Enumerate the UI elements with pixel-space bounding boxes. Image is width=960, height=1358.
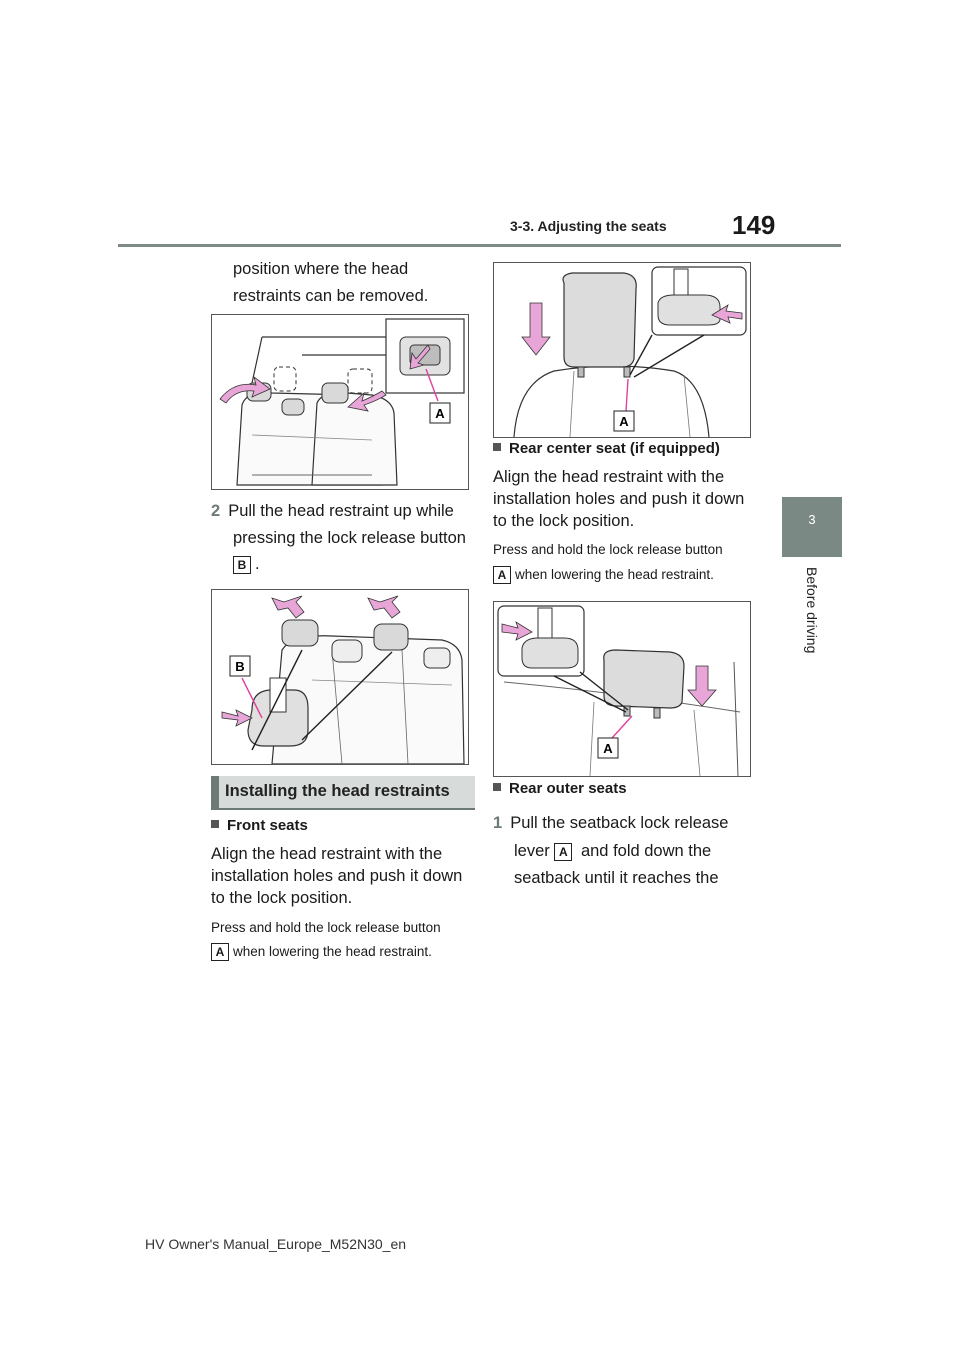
illustration-rear-center-headrest [494, 263, 750, 437]
step-2-text-1: Pull the head restraint up while [228, 502, 454, 520]
chapter-tab: 3 [782, 497, 842, 557]
step-2-text-2: pressing the lock release button [233, 529, 466, 547]
header-rule [118, 244, 841, 247]
label-badge-a: A [493, 566, 511, 584]
rear-center-line-3: to the lock position. [493, 512, 635, 530]
rear-center-note-1: Press and hold the lock release button [493, 542, 723, 557]
front-seats-note-1: Press and hold the lock release button [211, 920, 441, 935]
illustration-front-headrest [212, 315, 468, 489]
label-badge-a: A [211, 943, 229, 961]
label-badge-b: B [233, 556, 251, 574]
step-number: 2 [211, 502, 221, 520]
label-badge-a: A [554, 843, 572, 861]
subhead-rear-center [493, 440, 720, 457]
front-seats-line-3: to the lock position. [211, 889, 353, 907]
section-title: 3-3. Adjusting the seats [510, 218, 667, 234]
rear-outer-line-2-pre: lever [514, 842, 550, 860]
intro-text-1: position where the head [233, 260, 409, 278]
step-2-punct: . [255, 555, 260, 573]
step-2-text-3 [233, 551, 260, 578]
figure-pull-headrest [211, 589, 469, 765]
subhead-rear-center-text: Rear center seat (if equipped) [509, 440, 720, 457]
rear-outer-step-1-line-2 [514, 838, 711, 865]
rear-center-note-2-text: when lowering the head restraint. [515, 567, 714, 582]
square-bullet-icon [211, 820, 219, 828]
rear-outer-step-1-line-1 [493, 810, 728, 837]
square-bullet-icon [493, 443, 501, 451]
figure-remove-front-headrest [211, 314, 469, 490]
figure-label-b: B [235, 659, 245, 674]
subhead-rear-outer-text: Rear outer seats [509, 780, 627, 797]
page-number: 149 [732, 210, 776, 240]
subhead-front-seats-text: Front seats [227, 817, 308, 834]
figure-label-a-outer: A [603, 741, 613, 756]
rear-outer-line-2-post: and fold down the [580, 842, 712, 860]
figure-rear-outer-headrest [493, 601, 751, 777]
rear-center-note-2 [493, 563, 714, 587]
front-seats-line-1: Align the head restraint with the [211, 845, 443, 863]
front-seats-note-2 [211, 940, 432, 964]
front-seats-note-2-text: when lowering the head restraint. [233, 944, 432, 959]
intro-text-2: restraints can be removed. [233, 287, 429, 305]
square-bullet-icon [493, 783, 501, 791]
section-heading-text: Installing the head restraints [225, 782, 450, 800]
rear-center-line-2: installation holes and push it down [493, 490, 745, 508]
illustration-pull-headrest [212, 590, 468, 764]
section-heading-installing [211, 776, 475, 810]
subhead-front-seats [211, 817, 308, 834]
figure-rear-center-headrest [493, 262, 751, 438]
figure-label-a-rear: A [619, 414, 629, 429]
illustration-rear-outer-headrest [494, 602, 750, 776]
rear-center-line-1: Align the head restraint with the [493, 468, 725, 486]
rear-outer-step-1-line-3: seatback until it reaches the [514, 869, 719, 887]
step-number: 1 [493, 814, 503, 832]
figure-label-a: A [435, 406, 445, 421]
rear-outer-line-1-text: Pull the seatback lock release [510, 814, 729, 832]
chapter-label: Before driving [804, 567, 820, 654]
subhead-rear-outer [493, 780, 627, 797]
footer-manual-id: HV Owner's Manual_Europe_M52N30_en [145, 1236, 407, 1252]
step-2-line-1 [211, 498, 454, 525]
front-seats-line-2: installation holes and push it down [211, 867, 463, 885]
